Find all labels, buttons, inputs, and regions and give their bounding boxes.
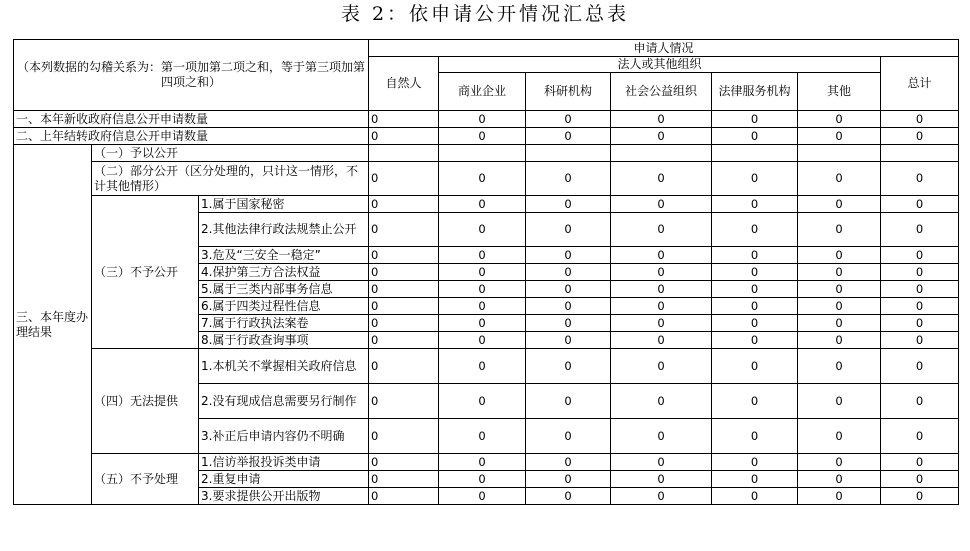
value-cell: 0 [369, 315, 439, 332]
value-cell: 0 [526, 281, 611, 298]
value-cell: 0 [881, 471, 959, 488]
header-applicant: 申请人情况 [369, 40, 959, 57]
value-cell: 0 [526, 264, 611, 281]
value-cell: 0 [881, 162, 959, 196]
value-cell: 0 [881, 298, 959, 315]
value-cell: 0 [798, 419, 881, 454]
value-cell: 0 [526, 162, 611, 196]
value-cell: 0 [798, 281, 881, 298]
value-cell [369, 145, 439, 162]
value-cell: 0 [881, 384, 959, 419]
value-cell: 0 [369, 264, 439, 281]
value-cell: 0 [526, 196, 611, 213]
value-cell: 0 [712, 128, 798, 145]
value-cell: 0 [526, 471, 611, 488]
category-label: （四）无法提供 [92, 349, 199, 454]
value-cell: 0 [881, 213, 959, 247]
section-label: 三、本年度办理结果 [14, 145, 92, 505]
value-cell [798, 145, 881, 162]
summary-table [13, 39, 959, 505]
value-cell: 0 [611, 471, 712, 488]
value-cell: 0 [611, 162, 712, 196]
value-cell: 0 [439, 162, 526, 196]
value-cell: 0 [611, 196, 712, 213]
value-cell: 0 [881, 281, 959, 298]
value-cell [526, 145, 611, 162]
category-label: （二）部分公开（区分处理的，只计这一情形，不计其他情形） [92, 162, 369, 196]
value-cell: 0 [439, 247, 526, 264]
header-total: 总计 [881, 57, 959, 111]
table-title: 表 2：依申请公开情况汇总表 [340, 3, 630, 25]
value-cell: 0 [798, 264, 881, 281]
value-cell: 0 [798, 213, 881, 247]
sub-item-label: 2.没有现成信息需要另行制作 [199, 384, 369, 419]
value-cell: 0 [712, 349, 798, 384]
header-legal-service: 法律服务机构 [712, 73, 798, 111]
value-cell: 0 [611, 247, 712, 264]
value-cell: 0 [526, 384, 611, 419]
value-cell: 0 [526, 454, 611, 471]
row-label: 一、本年新收政府信息公开申请数量 [14, 111, 369, 128]
value-cell [712, 145, 798, 162]
table-row [14, 111, 959, 128]
value-cell: 0 [881, 247, 959, 264]
value-cell: 0 [369, 298, 439, 315]
value-cell: 0 [439, 111, 526, 128]
sub-item-label: 1.信访举报投诉类申请 [199, 454, 369, 471]
sub-item-label: 3.危及“三安全一稳定” [199, 247, 369, 264]
value-cell: 0 [798, 128, 881, 145]
value-cell: 0 [798, 247, 881, 264]
value-cell: 0 [439, 298, 526, 315]
value-cell: 0 [611, 281, 712, 298]
value-cell: 0 [798, 111, 881, 128]
value-cell: 0 [439, 128, 526, 145]
value-cell: 0 [611, 488, 712, 505]
value-cell: 0 [881, 454, 959, 471]
value-cell [881, 145, 959, 162]
value-cell: 0 [611, 332, 712, 349]
sub-item-label: 1.本机关不掌握相关政府信息 [199, 349, 369, 384]
value-cell: 0 [611, 213, 712, 247]
value-cell: 0 [369, 196, 439, 213]
category-label: （五）不予处理 [92, 454, 199, 505]
value-cell: 0 [712, 488, 798, 505]
value-cell: 0 [369, 332, 439, 349]
value-cell: 0 [881, 332, 959, 349]
sub-item-label: 2.其他法律行政法规禁止公开 [199, 213, 369, 247]
value-cell: 0 [611, 349, 712, 384]
value-cell: 0 [881, 488, 959, 505]
value-cell: 0 [611, 128, 712, 145]
value-cell: 0 [881, 111, 959, 128]
value-cell: 0 [712, 247, 798, 264]
value-cell: 0 [712, 213, 798, 247]
value-cell: 0 [526, 247, 611, 264]
value-cell: 0 [712, 471, 798, 488]
category-label: （三）不予公开 [92, 196, 199, 349]
value-cell: 0 [712, 454, 798, 471]
value-cell: 0 [712, 162, 798, 196]
value-cell: 0 [798, 196, 881, 213]
value-cell: 0 [798, 384, 881, 419]
value-cell: 0 [881, 349, 959, 384]
table-row [14, 196, 959, 213]
value-cell: 0 [712, 298, 798, 315]
value-cell: 0 [712, 196, 798, 213]
sub-item-label: 3.要求提供公开出版物 [199, 488, 369, 505]
value-cell [439, 145, 526, 162]
value-cell: 0 [798, 454, 881, 471]
table-row [14, 145, 959, 162]
value-cell: 0 [526, 488, 611, 505]
value-cell: 0 [369, 384, 439, 419]
value-cell: 0 [439, 471, 526, 488]
value-cell: 0 [526, 298, 611, 315]
value-cell: 0 [798, 332, 881, 349]
value-cell: 0 [439, 196, 526, 213]
value-cell: 0 [798, 315, 881, 332]
value-cell: 0 [526, 128, 611, 145]
header-other: 其他 [798, 73, 881, 111]
value-cell: 0 [439, 454, 526, 471]
value-cell: 0 [369, 162, 439, 196]
table-row [14, 349, 959, 384]
sub-item-label: 6.属于四类过程性信息 [199, 298, 369, 315]
table-row [14, 454, 959, 471]
header-commercial: 商业企业 [439, 73, 526, 111]
value-cell [611, 145, 712, 162]
header-natural: 自然人 [369, 57, 439, 111]
value-cell: 0 [798, 349, 881, 384]
value-cell: 0 [526, 315, 611, 332]
header-row [14, 40, 959, 57]
value-cell: 0 [369, 128, 439, 145]
value-cell: 0 [439, 213, 526, 247]
row-label: 二、上年结转政府信息公开申请数量 [14, 128, 369, 145]
value-cell: 0 [611, 384, 712, 419]
value-cell: 0 [611, 315, 712, 332]
value-cell: 0 [439, 315, 526, 332]
value-cell: 0 [526, 111, 611, 128]
value-cell: 0 [881, 196, 959, 213]
value-cell: 0 [439, 281, 526, 298]
value-cell: 0 [369, 281, 439, 298]
table-row [14, 128, 959, 145]
value-cell: 0 [881, 264, 959, 281]
value-cell: 0 [439, 384, 526, 419]
table-row [14, 162, 959, 196]
value-cell: 0 [712, 111, 798, 128]
value-cell: 0 [439, 419, 526, 454]
header-public-welfare: 社会公益组织 [611, 73, 712, 111]
value-cell: 0 [439, 349, 526, 384]
value-cell: 0 [798, 162, 881, 196]
value-cell: 0 [526, 349, 611, 384]
value-cell: 0 [881, 419, 959, 454]
value-cell: 0 [611, 454, 712, 471]
value-cell: 0 [712, 315, 798, 332]
value-cell: 0 [712, 264, 798, 281]
value-cell: 0 [439, 264, 526, 281]
value-cell: 0 [369, 488, 439, 505]
value-cell: 0 [526, 419, 611, 454]
value-cell: 0 [611, 111, 712, 128]
value-cell: 0 [712, 281, 798, 298]
value-cell: 0 [369, 419, 439, 454]
value-cell: 0 [712, 384, 798, 419]
header-research: 科研机构 [526, 73, 611, 111]
value-cell: 0 [611, 298, 712, 315]
value-cell: 0 [369, 454, 439, 471]
value-cell: 0 [439, 332, 526, 349]
value-cell: 0 [526, 213, 611, 247]
value-cell: 0 [798, 471, 881, 488]
category-label: （一）予以公开 [92, 145, 369, 162]
sub-item-label: 1.属于国家秘密 [199, 196, 369, 213]
value-cell: 0 [369, 247, 439, 264]
value-cell: 0 [611, 264, 712, 281]
value-cell: 0 [369, 213, 439, 247]
value-cell: 0 [798, 488, 881, 505]
sub-item-label: 4.保护第三方合法权益 [199, 264, 369, 281]
value-cell: 0 [712, 332, 798, 349]
header-note: （本列数据的勾稽关系为：第一项加第二项之和，等于第三项加第四项之和） [14, 40, 369, 111]
sub-item-label: 8.属于行政查询事项 [199, 332, 369, 349]
value-cell: 0 [881, 315, 959, 332]
value-cell: 0 [369, 111, 439, 128]
value-cell: 0 [369, 349, 439, 384]
header-legal-group: 法人或其他组织 [439, 57, 881, 73]
value-cell: 0 [526, 332, 611, 349]
sub-item-label: 7.属于行政执法案卷 [199, 315, 369, 332]
sub-item-label: 5.属于三类内部事务信息 [199, 281, 369, 298]
value-cell: 0 [798, 298, 881, 315]
value-cell: 0 [369, 471, 439, 488]
value-cell: 0 [439, 488, 526, 505]
value-cell: 0 [881, 128, 959, 145]
value-cell: 0 [712, 419, 798, 454]
value-cell: 0 [611, 419, 712, 454]
sub-item-label: 2.重复申请 [199, 471, 369, 488]
sub-item-label: 3.补正后申请内容仍不明确 [199, 419, 369, 454]
